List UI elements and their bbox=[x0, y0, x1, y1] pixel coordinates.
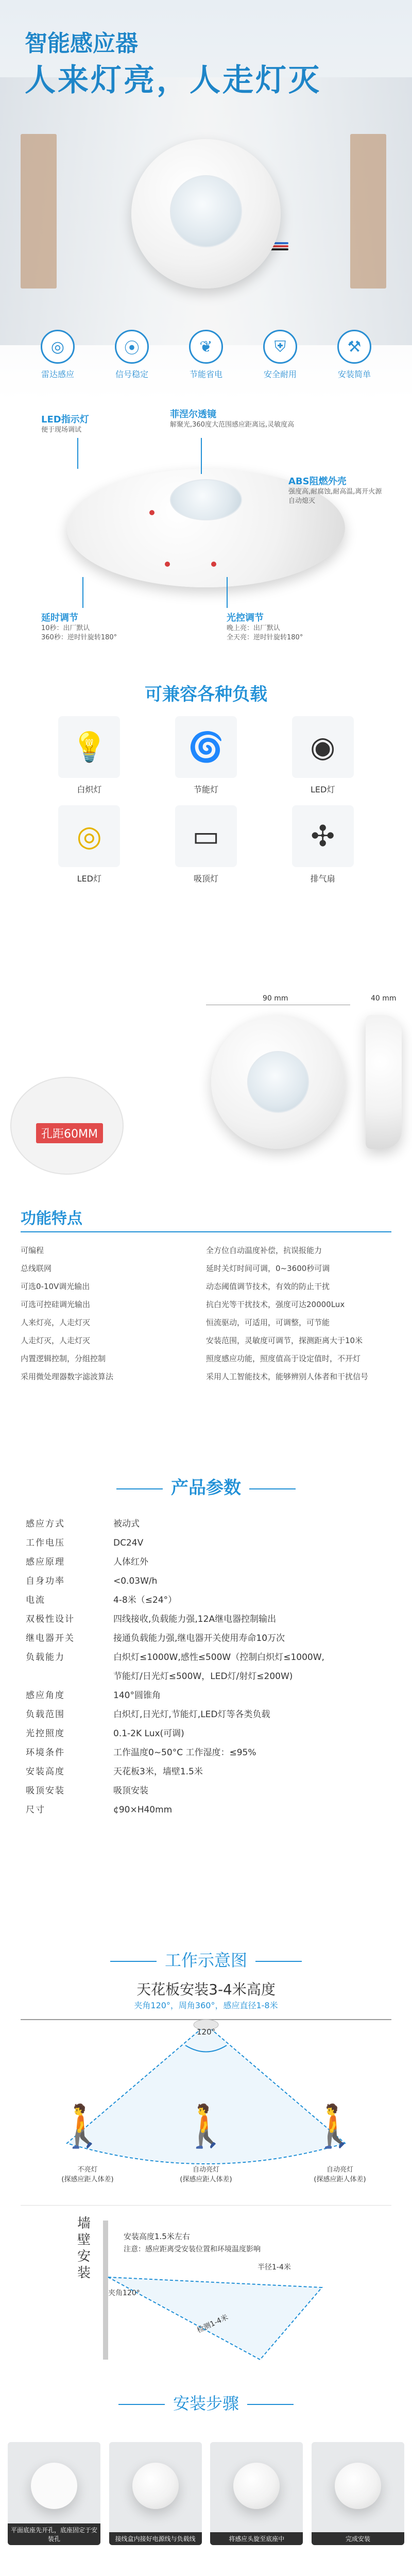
sensor-lens bbox=[170, 175, 242, 247]
shield-icon: ⛨ bbox=[263, 330, 297, 364]
sensor-side-profile bbox=[366, 1015, 402, 1149]
table-row: 自身功率 <0.03W/h bbox=[26, 1576, 158, 1586]
door-image bbox=[21, 134, 57, 289]
wall-span-label: 检测1-4米 bbox=[196, 2313, 230, 2335]
callout-light: 光控调节 晚上亮：出厂默认 全天亮：逆时针旋转180° bbox=[227, 613, 303, 641]
table-row: 感应角度 140°圆锥角 bbox=[26, 1690, 161, 1701]
bulb-icon: 💡 bbox=[58, 716, 120, 778]
door-image bbox=[350, 134, 386, 289]
leaf-icon: ❦ bbox=[189, 330, 223, 364]
params-table bbox=[26, 1515, 386, 1820]
install-step: 完成安装 bbox=[312, 2442, 404, 2545]
callout-line bbox=[82, 577, 83, 608]
table-row: 吸顶安装 吸顶安装 bbox=[26, 1786, 148, 1796]
callout-line bbox=[227, 577, 228, 608]
load-item: 🌀 节能灯 bbox=[148, 716, 265, 795]
parameters-section bbox=[0, 1473, 412, 1937]
feature-safe: ⛨ 安全耐用 bbox=[249, 330, 311, 392]
divider bbox=[21, 1231, 391, 1232]
tools-icon: ⚒ bbox=[337, 330, 371, 364]
wall-radius-label: 半径1-4米 bbox=[258, 2263, 291, 2272]
led-bulb-icon: ◉ bbox=[292, 716, 354, 778]
step-image bbox=[233, 2463, 280, 2509]
dimensions-block: 90 mm 40 mm 孔距60MM bbox=[0, 994, 412, 1164]
wall-install-label: 墙壁安装 bbox=[77, 2216, 91, 2281]
person-icon: 🚶 bbox=[180, 2102, 232, 2150]
radar-icon: ◎ bbox=[41, 330, 75, 364]
sensor-product-image bbox=[131, 139, 281, 289]
hero-title: 智能感应器 bbox=[25, 30, 138, 57]
table-row: 节能灯/日光灯≤500W，LED灯/射灯≤200W) bbox=[113, 1671, 293, 1682]
sensor-front-image bbox=[211, 1015, 345, 1149]
callout-line bbox=[201, 438, 202, 474]
section-title: 可兼容各种负载 bbox=[145, 684, 267, 705]
cone-angle-label: 120° bbox=[197, 2027, 216, 2037]
divider bbox=[21, 2205, 391, 2206]
table-row: 负载范围 白炽灯,日光灯,节能灯,LED灯等各类负载 bbox=[26, 1709, 270, 1720]
person-label: 自动亮灯 (探感应距人体差) bbox=[314, 2166, 366, 2183]
feature-install: ⚒ 安装简单 bbox=[323, 330, 385, 392]
table-row: 安装高度 天花板3米，墙壁1.5米 bbox=[26, 1767, 203, 1777]
working-diagram-section bbox=[0, 1947, 412, 2380]
table-row: 尺寸 ¢90×H40mm bbox=[26, 1805, 173, 1815]
person-icon: 🚶 bbox=[309, 2102, 360, 2150]
load-item: ◉ LED灯 bbox=[264, 716, 381, 795]
wall-angle-label: 夹角120° bbox=[108, 2289, 140, 2297]
callout-lens: 菲涅尔透镜 解聚光,360度大范围感应距离远,灵敏度高 bbox=[170, 409, 295, 429]
load-item: ◎ LED灯 bbox=[31, 805, 148, 884]
install-section bbox=[0, 2391, 412, 2576]
wall-cone-diagram bbox=[106, 2257, 363, 2370]
table-row: 感应原理 人体红外 bbox=[26, 1557, 148, 1567]
callout-abs: ABS阻燃外壳 强度高,耐腐蚀,耐高温,离开火源 自动熄灭 bbox=[288, 476, 382, 505]
light-knob bbox=[211, 562, 216, 567]
cfl-icon: 🌀 bbox=[175, 716, 237, 778]
table-row: 继电器开关 接通负载能力强,继电器开关使用寿命10万次 bbox=[26, 1633, 285, 1643]
delay-knob bbox=[165, 562, 170, 567]
load-item: 💡 白炽灯 bbox=[31, 716, 148, 795]
led-indicator bbox=[149, 510, 154, 515]
feature-radar: ◎ 雷达感应 bbox=[27, 330, 89, 392]
step-image bbox=[335, 2463, 381, 2509]
install-step: 接线盒内接好电源线与负载线 bbox=[109, 2442, 202, 2545]
diagram-title: 工作示意图 bbox=[0, 1947, 412, 1971]
table-row: 工作电压 DC24V bbox=[26, 1538, 144, 1548]
install-step: 平面底座先开孔，底座固定于安装孔 bbox=[8, 2442, 100, 2545]
signal-icon: ⦿ bbox=[115, 330, 149, 364]
features-title: 功能特点 bbox=[21, 1210, 82, 1228]
wall-height-text: 安装高度1.5米左右 bbox=[124, 2232, 190, 2241]
ceiling-install-title: 天花板安装3-4米高度 bbox=[136, 1981, 276, 1998]
wall-note-text: 注意：感应距离受安装位置和环境温度影响 bbox=[124, 2245, 261, 2253]
hero-banner bbox=[0, 0, 412, 402]
features-left: 可编程 总线联网 可选0-10V调光输出 可选可控硅调光输出 人来灯亮，人走灯灭 人走灯灭，人走灯灭 内置逻辑控制，分组控制 采用微处理器数字滤波算法 bbox=[21, 1246, 114, 1381]
fan-icon: ✣ bbox=[292, 805, 354, 867]
compatibility-section bbox=[0, 680, 412, 1195]
feature-energy: ❦ 节能省电 bbox=[175, 330, 237, 392]
table-row: 感应方式 被动式 bbox=[26, 1519, 140, 1529]
hero-subtitle: 人来灯亮，人走灯灭 bbox=[25, 62, 321, 98]
ceiling-install-subtitle: 夹角120°，周角360°，感应直径1-8米 bbox=[134, 2001, 278, 2010]
table-row: 负载能力 白炽灯≤1000W,感性≤500W（控制白炽灯≤1000W, bbox=[26, 1652, 324, 1663]
structure-section bbox=[0, 407, 412, 675]
step-image bbox=[132, 2463, 179, 2509]
params-title: 产品参数 bbox=[0, 1473, 412, 1499]
table-row: 电流 4-8米（≤24°） bbox=[26, 1595, 177, 1605]
table-row: 环境条件 工作温度0~50°C 工作湿度：≤95% bbox=[26, 1748, 256, 1758]
person-label: 自动亮灯 (探感应距人体差) bbox=[180, 2166, 232, 2183]
callout-led: LED指示灯 便于现场调试 bbox=[41, 414, 89, 434]
step-image bbox=[31, 2463, 77, 2509]
person-label: 不亮灯 (探感应距人体差) bbox=[61, 2166, 114, 2183]
sensor-lens bbox=[247, 1051, 309, 1113]
load-item: ▭ 吸顶灯 bbox=[148, 805, 265, 884]
ceiling-cone-diagram bbox=[0, 2014, 412, 2184]
ceiling-light-icon: ▭ bbox=[175, 805, 237, 867]
features-section bbox=[0, 1206, 412, 1463]
person-icon: 🚶 bbox=[57, 2102, 108, 2150]
table-row: 双极性设计 四线接收,负载能力强,12A继电器控制输出 bbox=[26, 1614, 277, 1624]
hole-distance-label: 孔距60MM bbox=[36, 1123, 103, 1143]
install-steps bbox=[8, 2442, 404, 2545]
features-right: 全方位自动温度补偿，抗误报能力 延时关灯时间可调，0~3600秒可调 动态阈值调节技术，有效的防止干扰 抗白光等干扰技术，强度可达20000Lux 恒流驱动，可适用，可调整，可节能 安装范围，灵敏度可调节，探测距离大于10米 照度感应功能，照度值高于设定值时，不开灯 采用人工智能技术，能够辨别人体者和干扰信号 bbox=[206, 1246, 369, 1381]
load-item: ✣ 排气扇 bbox=[264, 805, 381, 884]
feature-icons-row bbox=[0, 330, 412, 392]
install-step: 将感应头旋至底座中 bbox=[210, 2442, 303, 2545]
install-title: 安装步骤 bbox=[0, 2391, 412, 2414]
callout-line bbox=[77, 438, 78, 469]
callout-delay: 延时调节 10秒：出厂默认 360秒：逆时针旋转180° bbox=[41, 613, 117, 641]
led-strip-icon: ◎ bbox=[58, 805, 120, 867]
sensor-lens bbox=[170, 479, 242, 520]
table-row: 光控照度 0.1-2K Lux(可调) bbox=[26, 1728, 184, 1739]
load-grid bbox=[31, 716, 381, 884]
feature-signal: ⦿ 信号稳定 bbox=[101, 330, 163, 392]
